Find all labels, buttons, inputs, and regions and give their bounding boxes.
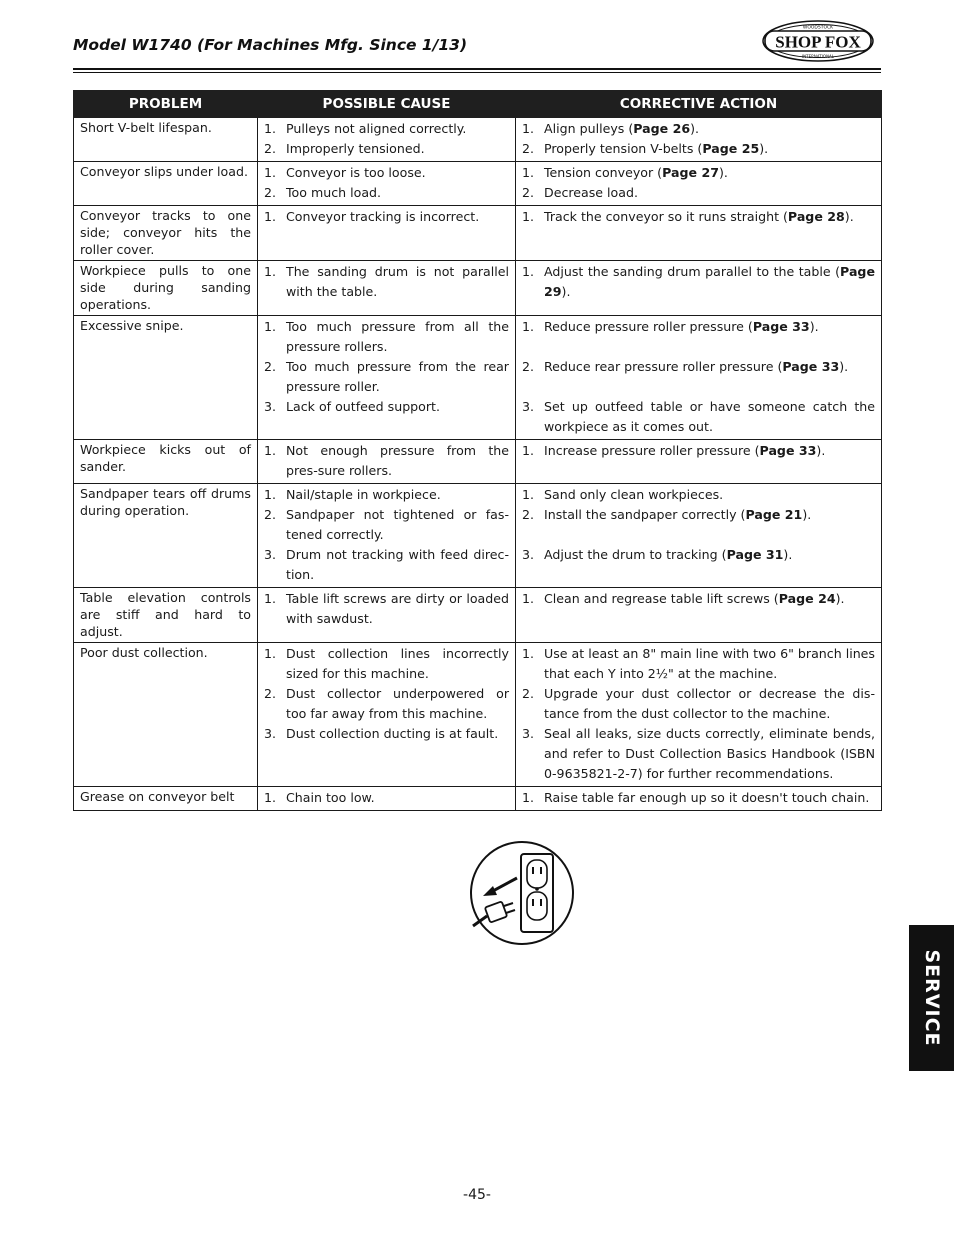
page-reference: Page 21 (745, 507, 803, 522)
problem-cell: Grease on conveyor belt (74, 787, 258, 811)
problem-cell: Conveyor slips under load. (74, 162, 258, 206)
list-item: 1. Align pulleys (Page 26). (522, 121, 700, 136)
spacer (522, 377, 875, 397)
shop-fox-logo (762, 20, 874, 62)
page-reference: Page 31 (726, 547, 784, 562)
list-item: 3. Lack of outfeed support. (264, 399, 441, 414)
list-item: 1. Clean and regrease table lift screws (Page 24). (522, 591, 845, 606)
action-cell (516, 440, 882, 484)
problem-cell: Sandpaper tears off drums during operation. (74, 484, 258, 588)
table-row (74, 162, 882, 206)
list-item: 1. Not enough pressure from the pres-sure rollers. (264, 443, 509, 478)
table-row (74, 261, 882, 316)
list-item: 3. Seal all leaks, size ducts correctly, eliminate bends, and refer to Dust Collection Basics Handbook (ISBN 0-9635821-2-7) for further recommendations. (522, 726, 875, 781)
list-item: 1. Sand only clean workpieces. (522, 487, 724, 502)
list-item: 1. Tension conveyor (Page 27). (522, 165, 728, 180)
action-cell (516, 787, 882, 811)
header-rule-thin (73, 72, 881, 73)
list-item: 2. Upgrade your dust collector or decrease the dis-tance from the dust collector to the machine. (522, 686, 875, 721)
table-row (74, 588, 882, 643)
page-reference: Page 33 (752, 319, 810, 334)
action-cell (516, 118, 882, 162)
action-cell (516, 261, 882, 316)
table-row (74, 316, 882, 440)
page-reference: Page 33 (782, 359, 840, 374)
list-item: 1. Increase pressure roller pressure (Page 33). (522, 443, 826, 458)
list-item: 1. Conveyor tracking is incorrect. (264, 209, 480, 224)
problem-cell: Table elevation controls are stiff and hard to adjust. (74, 588, 258, 643)
list-item: 2. Properly tension V-belts (Page 25). (522, 141, 769, 156)
list-item: 2. Decrease load. (522, 185, 638, 200)
list-item: 1. Pulleys not aligned correctly. (264, 121, 467, 136)
list-item: 1. Too much pressure from all the pressure rollers. (264, 319, 509, 354)
action-cell (516, 206, 882, 261)
list-item: 3. Dust collection ducting is at fault. (264, 726, 499, 741)
action-cell (516, 162, 882, 206)
cause-cell (258, 118, 516, 162)
list-item: 2. Install the sandpaper correctly (Page 21). (522, 507, 812, 522)
table-row (74, 484, 882, 588)
problem-cell: Conveyor tracks to one side; conveyor hits the roller cover. (74, 206, 258, 261)
list-item: 3. Set up outfeed table or have someone catch the workpiece as it comes out. (522, 399, 875, 434)
cause-cell (258, 162, 516, 206)
table-row (74, 440, 882, 484)
cause-cell (258, 440, 516, 484)
service-tab-label: SERVICE (920, 949, 943, 1047)
problem-cell: Workpiece kicks out of sander. (74, 440, 258, 484)
cause-cell (258, 316, 516, 440)
page-reference: Page 27 (662, 165, 719, 180)
problem-cell: Short V-belt lifespan. (74, 118, 258, 162)
cause-cell (258, 588, 516, 643)
action-cell (516, 588, 882, 643)
logo-text: SHOP FOX (775, 32, 861, 52)
page-reference: Page 29 (544, 264, 875, 299)
list-item: 2. Improperly tensioned. (264, 141, 425, 156)
table-row (74, 643, 882, 787)
list-item: 2. Dust collector underpowered or too far away from this machine. (264, 686, 509, 721)
cause-cell (258, 206, 516, 261)
action-cell (516, 484, 882, 588)
page-reference: Page 25 (702, 141, 760, 156)
list-item: 1. Reduce pressure roller pressure (Page 33). (522, 319, 819, 334)
page-reference: Page 26 (633, 121, 691, 136)
page-reference: Page 28 (787, 209, 845, 224)
table-header-row (74, 91, 882, 118)
action-cell (516, 316, 882, 440)
list-item: 2. Too much load. (264, 185, 382, 200)
list-item: 1. Track the conveyor so it runs straight (Page 28). (522, 209, 854, 224)
header-rule (73, 68, 881, 70)
table-row (74, 206, 882, 261)
header-corrective-action: CORRECTIVE ACTION (516, 91, 882, 118)
spacer (522, 337, 875, 357)
list-item: 1. Use at least an 8" main line with two 6" branch lines that each Y into 2½" at the machine. (522, 646, 875, 681)
problem-cell: Workpiece pulls to one side during sanding operations. (74, 261, 258, 316)
list-item: 1. Chain too low. (264, 790, 375, 805)
list-item: 1. Nail/staple in workpiece. (264, 487, 441, 502)
unplug-icon (469, 840, 575, 946)
list-item: 1. Raise table far enough up so it doesn't touch chain. (522, 790, 870, 805)
page-reference: Page 24 (778, 591, 836, 606)
service-section-tab (909, 925, 954, 1071)
table-row (74, 118, 882, 162)
list-item: 1. The sanding drum is not parallel with the table. (264, 264, 509, 299)
logo-top-text: WOODSTOCK (802, 25, 834, 31)
action-cell (516, 643, 882, 787)
page-reference: Page 33 (759, 443, 817, 458)
cause-cell (258, 261, 516, 316)
problem-cell: Excessive snipe. (74, 316, 258, 440)
cause-cell (258, 643, 516, 787)
list-item: 1. Table lift screws are dirty or loaded with sawdust. (264, 591, 509, 626)
list-item: 3. Drum not tracking with feed direc-tion. (264, 547, 509, 582)
list-item: 1. Adjust the sanding drum parallel to the table (Page 29). (522, 264, 875, 299)
header-possible-cause: POSSIBLE CAUSE (258, 91, 516, 118)
list-item: 1. Conveyor is too loose. (264, 165, 426, 180)
list-item: 1. Dust collection lines incorrectly sized for this machine. (264, 646, 509, 681)
spacer (522, 525, 875, 545)
troubleshooting-table (73, 90, 882, 811)
cause-cell (258, 484, 516, 588)
list-item: 3. Adjust the drum to tracking (Page 31). (522, 547, 793, 562)
page-title: Model W1740 (For Machines Mfg. Since 1/13) (73, 36, 468, 54)
header-problem: PROBLEM (74, 91, 258, 118)
list-item: 2. Too much pressure from the rear pressure roller. (264, 359, 509, 394)
list-item: 2. Sandpaper not tightened or fas-tened correctly. (264, 507, 509, 542)
page-number: -45- (463, 1187, 491, 1203)
table-row (74, 787, 882, 811)
cause-cell (258, 787, 516, 811)
list-item: 2. Reduce rear pressure roller pressure (Page 33). (522, 359, 849, 374)
problem-cell: Poor dust collection. (74, 643, 258, 787)
logo-bottom-text: INTERNATIONAL (801, 54, 835, 59)
